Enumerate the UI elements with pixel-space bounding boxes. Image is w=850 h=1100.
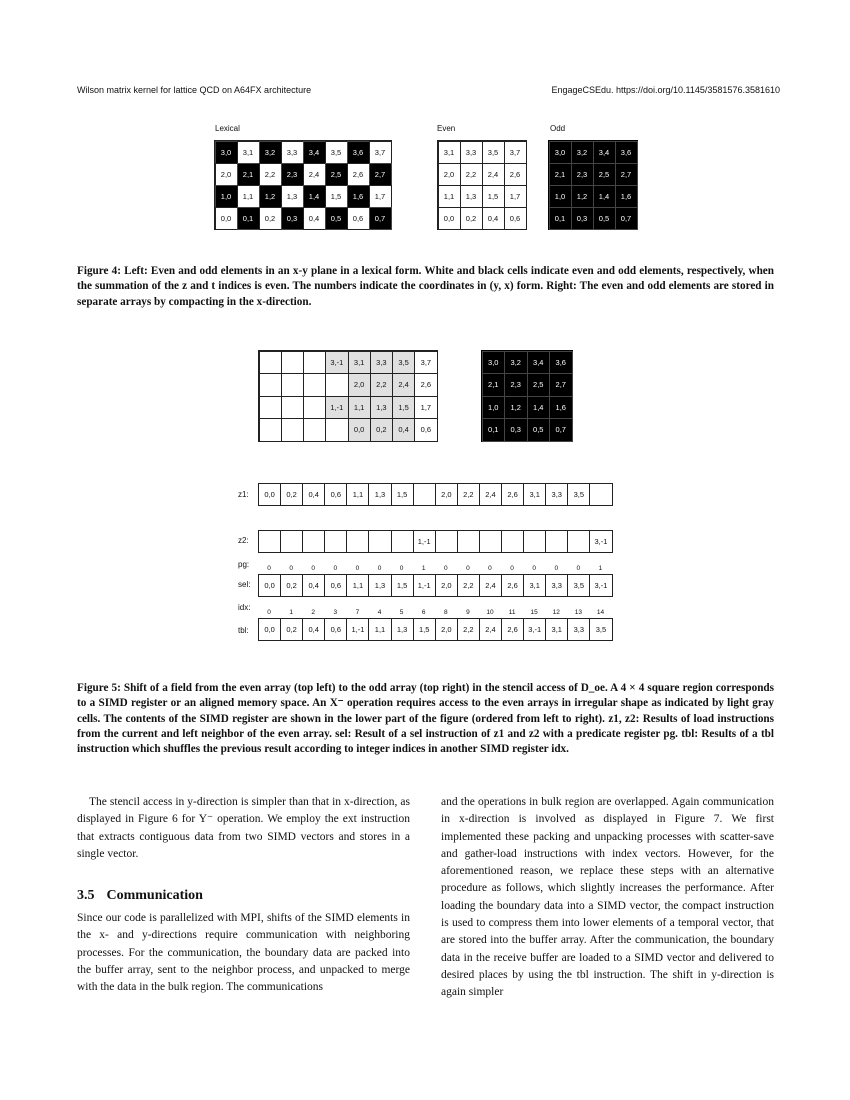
grid-cell: 3,5 bbox=[482, 141, 505, 164]
register-cell: 2,2 bbox=[458, 619, 480, 640]
index-value: 0 bbox=[466, 565, 470, 572]
odd-grid bbox=[548, 140, 638, 230]
left-column-lower bbox=[77, 910, 410, 996]
register-cell bbox=[568, 531, 590, 552]
index-value: 0 bbox=[267, 609, 271, 616]
register-cell: 0,2 bbox=[281, 619, 303, 640]
grid-cell: 3,2 bbox=[504, 351, 528, 375]
grid-cell: 3,0 bbox=[482, 351, 506, 375]
index-value: 4 bbox=[377, 609, 382, 616]
grid-cell bbox=[259, 351, 282, 375]
register-cell: 3,1 bbox=[546, 619, 568, 640]
grid-cell: 2,3 bbox=[281, 163, 304, 186]
figure5-caption-text: Figure 5: Shift of a field from the even array (top left) to the odd array (top right) in the stencil access of D_oe. A 4 × 4 square region corresponds to a SIMD register or an aligned memory space. An X⁻ operation requires access to the even arrays in irregular shape as indicated by light gray cells. The contents of the SIMD register are shown in the lower part of the figure (ordered from left to right). z1, z2: Results of load instructions from the current and left neighbor of the even array. sel: Result of a sel instruction of z1 and z2 with a predicate register pg. tbl: Results of a tbl instruction which shuffles the previous result according to integer indices in another SIMD register idx. bbox=[77, 682, 774, 756]
index-value: 0 bbox=[554, 565, 559, 572]
grid-cell bbox=[259, 373, 282, 397]
grid-cell: 1,6 bbox=[347, 185, 370, 208]
grid-cell bbox=[303, 373, 326, 397]
paragraph-y-direction: The stencil access in y-direction is simpler than that in x-direction, as displayed in Figure 6 for Y⁻ operation. We employ the ext instruction that extracts contiguous data from two SIMD vectors and stores in a single vector. bbox=[77, 796, 410, 860]
grid-cell: 2,0 bbox=[348, 373, 371, 397]
register-cell: 2,2 bbox=[458, 575, 480, 596]
z1-register bbox=[258, 483, 613, 506]
grid-cell: 2,4 bbox=[303, 163, 326, 186]
grid-cell: 2,3 bbox=[504, 373, 528, 397]
register-cell bbox=[369, 531, 391, 552]
grid-cell: 1,4 bbox=[593, 185, 616, 208]
grid-cell: 2,6 bbox=[504, 163, 527, 186]
register-cell bbox=[502, 531, 524, 552]
index-value: 0 bbox=[333, 565, 338, 572]
grid-cell: 2,7 bbox=[615, 163, 638, 186]
index-value: 8 bbox=[443, 609, 448, 616]
grid-cell: 0,3 bbox=[571, 207, 594, 230]
grid-cell: 1,6 bbox=[615, 185, 638, 208]
register-cell: 2,6 bbox=[502, 619, 524, 640]
grid-cell: 1,5 bbox=[325, 185, 348, 208]
grid-cell bbox=[303, 351, 326, 375]
grid-cell: 2,4 bbox=[482, 163, 505, 186]
register-cell: 3,1 bbox=[524, 484, 546, 505]
grid-cell bbox=[325, 373, 348, 397]
index-value: 12 bbox=[552, 609, 560, 616]
grid-cell bbox=[281, 373, 304, 397]
index-value: 11 bbox=[508, 609, 516, 616]
grid-cell: 3,1 bbox=[438, 141, 461, 164]
grid-cell: 3,3 bbox=[370, 351, 393, 375]
register-cell: 0,6 bbox=[325, 484, 347, 505]
grid-cell: 2,7 bbox=[369, 163, 392, 186]
grid-cell: 1,5 bbox=[482, 185, 505, 208]
grid-cell: 0,6 bbox=[347, 207, 370, 230]
index-value: 0 bbox=[311, 565, 316, 572]
grid-cell: 1,3 bbox=[460, 185, 483, 208]
index-value: 0 bbox=[267, 565, 271, 572]
register-cell bbox=[524, 531, 546, 552]
grid-cell: 3,4 bbox=[527, 351, 551, 375]
register-cell bbox=[546, 531, 568, 552]
register-cell: 0,6 bbox=[325, 619, 347, 640]
grid-cell: 0,4 bbox=[303, 207, 326, 230]
grid-cell: 0,2 bbox=[259, 207, 282, 230]
grid-cell: 1,6 bbox=[549, 396, 573, 420]
grid-cell: 3,7 bbox=[414, 351, 437, 375]
grid-cell: 2,7 bbox=[549, 373, 573, 397]
grid-cell: 3,6 bbox=[549, 351, 573, 375]
index-value: 0 bbox=[399, 565, 404, 572]
register-cell: 2,0 bbox=[436, 575, 458, 596]
register-cell bbox=[281, 531, 303, 552]
grid-cell bbox=[281, 396, 304, 420]
index-value: 0 bbox=[355, 565, 360, 572]
register-cell: 0,4 bbox=[303, 619, 325, 640]
index-value: 14 bbox=[596, 609, 605, 616]
index-value: 0 bbox=[377, 565, 382, 572]
register-cell: 3,5 bbox=[568, 575, 590, 596]
grid-cell: 0,7 bbox=[549, 418, 573, 442]
running-header-doi: EngageCSEdu. https://doi.org/10.1145/3581576.3581610 bbox=[551, 85, 780, 95]
index-value: 10 bbox=[486, 609, 494, 616]
index-value: 0 bbox=[532, 565, 536, 572]
z2-label: z2: bbox=[238, 536, 249, 545]
grid-cell: 2,2 bbox=[259, 163, 282, 186]
register-cell: 3,5 bbox=[595, 625, 607, 634]
grid-cell: 1,4 bbox=[303, 185, 326, 208]
index-value: 9 bbox=[466, 609, 470, 616]
grid-cell: 3,2 bbox=[259, 141, 282, 164]
index-value: 3 bbox=[333, 609, 338, 616]
register-cell: 1,5 bbox=[392, 575, 414, 596]
grid-cell: 1,0 bbox=[482, 396, 506, 420]
grid-cell: 3,3 bbox=[281, 141, 304, 164]
register-cell: 0,4 bbox=[303, 484, 325, 505]
tbl-label: tbl: bbox=[238, 626, 249, 635]
grid-cell: 0,4 bbox=[392, 418, 415, 442]
grid-cell: 3,-1 bbox=[325, 351, 348, 375]
grid-cell: 1,7 bbox=[504, 185, 527, 208]
grid-cell: 1,7 bbox=[414, 396, 437, 420]
register-cell: 3,1 bbox=[524, 575, 546, 596]
grid-cell: 2,1 bbox=[237, 163, 260, 186]
grid-cell: 3,4 bbox=[303, 141, 326, 164]
register-cell: 3,3 bbox=[546, 484, 568, 505]
grid-cell: 1,1 bbox=[237, 185, 260, 208]
grid-cell: 2,2 bbox=[460, 163, 483, 186]
grid-cell: 1,1 bbox=[438, 185, 461, 208]
grid-cell: 3,7 bbox=[504, 141, 527, 164]
grid-cell: 0,6 bbox=[504, 207, 527, 230]
grid-cell: 1,2 bbox=[504, 396, 528, 420]
grid-cell: 0,0 bbox=[438, 207, 461, 230]
figure4-caption bbox=[77, 264, 774, 310]
grid-cell bbox=[325, 418, 348, 442]
register-cell: 1,1 bbox=[347, 484, 369, 505]
register-cell: 0,2 bbox=[281, 484, 303, 505]
grid-cell: 1,-1 bbox=[325, 396, 348, 420]
figure4-caption-text: Figure 4: Left: Even and odd elements in an x-y plane in a lexical form. White and black cells indicate even and odd elements, respectively, when the summation of the z and t indices is even. The numbers indicate the coordinates in (y, x) form. Right: The even and odd elements are stored in separate arrays by compacting in the x-direction. bbox=[77, 265, 774, 308]
index-value: 2 bbox=[311, 609, 316, 616]
grid-cell: 0,5 bbox=[325, 207, 348, 230]
grid-cell: 3,5 bbox=[325, 141, 348, 164]
grid-cell: 2,6 bbox=[414, 373, 437, 397]
register-cell: 2,4 bbox=[480, 619, 502, 640]
grid-cell: 3,6 bbox=[615, 141, 638, 164]
grid-cell: 3,0 bbox=[549, 141, 572, 164]
grid-cell: 2,0 bbox=[215, 163, 238, 186]
index-value: 0 bbox=[488, 565, 492, 572]
register-cell: 1,3 bbox=[369, 484, 391, 505]
index-value: 0 bbox=[289, 565, 293, 572]
grid-cell: 3,4 bbox=[593, 141, 616, 164]
register-cell bbox=[303, 531, 325, 552]
grid-cell bbox=[259, 396, 282, 420]
register-cell bbox=[414, 484, 436, 505]
grid-cell: 0,7 bbox=[615, 207, 638, 230]
grid-cell: 1,4 bbox=[527, 396, 551, 420]
section-heading bbox=[77, 888, 215, 904]
grid-cell: 0,4 bbox=[482, 207, 505, 230]
index-value: 5 bbox=[399, 609, 404, 616]
grid-cell: 2,0 bbox=[438, 163, 461, 186]
even-label: Even bbox=[437, 124, 456, 133]
grid-cell: 3,1 bbox=[237, 141, 260, 164]
register-cell: 0,4 bbox=[303, 575, 325, 596]
grid-cell: 1,2 bbox=[571, 185, 594, 208]
register-cell bbox=[347, 531, 369, 552]
register-cell: 2,4 bbox=[480, 484, 502, 505]
register-cell: 1,3 bbox=[392, 619, 414, 640]
register-cell: 1,-1 bbox=[414, 531, 436, 552]
section-number: 3.5 bbox=[77, 888, 95, 903]
index-value: 1 bbox=[421, 565, 426, 572]
index-value: 13 bbox=[574, 609, 582, 616]
z1-label: z1: bbox=[238, 490, 249, 499]
grid-cell: 0,0 bbox=[215, 207, 238, 230]
grid-cell: 3,6 bbox=[347, 141, 370, 164]
figure5-caption bbox=[77, 681, 774, 757]
section-title: Communication bbox=[106, 888, 203, 903]
register-cell: 3,3 bbox=[546, 575, 568, 596]
register-cell: 0,0 bbox=[259, 484, 281, 505]
tbl-register bbox=[258, 618, 613, 641]
index-value: 1 bbox=[598, 565, 603, 572]
index-value: 15 bbox=[530, 609, 538, 616]
grid-cell: 2,2 bbox=[370, 373, 393, 397]
odd-label: Odd bbox=[550, 124, 566, 133]
sel-label: sel: bbox=[238, 580, 251, 589]
register-cell bbox=[259, 531, 281, 552]
left-column bbox=[77, 794, 410, 863]
running-header-title: Wilson matrix kernel for lattice QCD on A64FX architecture bbox=[77, 85, 312, 95]
register-cell: 2,0 bbox=[436, 619, 458, 640]
grid-cell bbox=[281, 418, 304, 442]
z2-register bbox=[258, 530, 613, 553]
paragraph-communication: Since our code is parallelized with MPI, shifts of the SIMD elements in the x- and y-directions require communication with neighboring processes. For the communication, the boundary data are packed into the buffer array, sent to the neighbor process, and unpacked to merge with the data in the bulk region. The communications bbox=[77, 912, 410, 994]
grid-cell: 1,2 bbox=[259, 185, 282, 208]
register-cell: 3,-1 bbox=[594, 581, 608, 590]
grid-cell: 0,0 bbox=[348, 418, 371, 442]
grid-cell: 3,0 bbox=[215, 141, 238, 164]
grid-cell bbox=[281, 351, 304, 375]
grid-cell: 1,0 bbox=[215, 185, 238, 208]
register-cell: 1,-1 bbox=[347, 619, 369, 640]
grid-cell bbox=[259, 418, 282, 442]
grid-cell: 2,5 bbox=[527, 373, 551, 397]
register-cell: 1,5 bbox=[414, 619, 436, 640]
grid-cell: 3,2 bbox=[571, 141, 594, 164]
register-cell: 0,6 bbox=[325, 575, 347, 596]
register-cell: 1,1 bbox=[369, 619, 391, 640]
grid-cell: 2,1 bbox=[482, 373, 506, 397]
index-value: 1 bbox=[289, 609, 293, 616]
grid-cell: 1,1 bbox=[348, 396, 371, 420]
register-cell: 3,-1 bbox=[524, 619, 546, 640]
register-cell: 0,0 bbox=[259, 619, 281, 640]
register-cell: 1,5 bbox=[392, 484, 414, 505]
grid-cell: 2,6 bbox=[347, 163, 370, 186]
register-cell bbox=[458, 531, 480, 552]
register-cell: 3,-1 bbox=[594, 537, 608, 546]
grid-cell: 2,3 bbox=[571, 163, 594, 186]
index-value: 0 bbox=[510, 565, 514, 572]
grid-cell: 2,5 bbox=[593, 163, 616, 186]
grid-cell bbox=[303, 418, 326, 442]
grid-cell: 3,7 bbox=[369, 141, 392, 164]
grid-cell: 2,4 bbox=[392, 373, 415, 397]
grid-cell: 0,1 bbox=[549, 207, 572, 230]
grid-cell: 2,1 bbox=[549, 163, 572, 186]
grid-cell: 0,2 bbox=[460, 207, 483, 230]
register-cell bbox=[590, 484, 611, 505]
grid-cell: 1,3 bbox=[281, 185, 304, 208]
idx-label: idx: bbox=[238, 603, 251, 612]
grid-cell: 0,5 bbox=[527, 418, 551, 442]
grid-cell: 1,3 bbox=[370, 396, 393, 420]
register-cell: 2,2 bbox=[458, 484, 480, 505]
grid-cell: 3,3 bbox=[460, 141, 483, 164]
register-cell: 1,-1 bbox=[414, 575, 436, 596]
grid-cell: 0,1 bbox=[237, 207, 260, 230]
even-shift-grid bbox=[258, 350, 438, 442]
paragraph-communication-cont: and the operations in bulk region are overlapped. Again communication in x-direction is involved as displayed in Figure 7. We first implemented these packing and unpacking processes with scatter-save and gather-load instructions with index vectors. However, for the aforementioned reason, we replace these steps with an alternative procedure as follows, which slightly increases the performance. After loading the boundary data into a SIMD vector, the compact instruction is used to compress them into lower elements of a temporal vector, that are stored into the buffer array. After the communication, the boundary data in the receive buffer are loaded to a SIMD vector and delivered to desired places by using the tbl instruction. The shift in y-direction is again simpler bbox=[441, 796, 774, 999]
register-cell bbox=[325, 531, 347, 552]
lexical-label: Lexical bbox=[215, 124, 240, 133]
register-cell: 1,1 bbox=[347, 575, 369, 596]
register-cell: 2,0 bbox=[436, 484, 458, 505]
grid-cell: 0,2 bbox=[370, 418, 393, 442]
register-cell bbox=[436, 531, 458, 552]
grid-cell: 1,7 bbox=[369, 185, 392, 208]
grid-cell: 0,5 bbox=[593, 207, 616, 230]
even-grid bbox=[437, 140, 527, 230]
grid-cell: 3,5 bbox=[392, 351, 415, 375]
grid-cell: 0,6 bbox=[414, 418, 437, 442]
index-value: 0 bbox=[576, 565, 581, 572]
grid-cell: 0,1 bbox=[482, 418, 506, 442]
pg-label: pg: bbox=[238, 560, 250, 569]
register-cell: 0,0 bbox=[259, 575, 281, 596]
grid-cell: 1,5 bbox=[392, 396, 415, 420]
register-cell: 2,4 bbox=[480, 575, 502, 596]
sel-register bbox=[258, 574, 613, 597]
index-value: 7 bbox=[355, 609, 360, 616]
index-value: 6 bbox=[421, 609, 426, 616]
register-cell: 3,5 bbox=[568, 484, 590, 505]
grid-cell: 0,3 bbox=[281, 207, 304, 230]
register-cell: 2,6 bbox=[502, 484, 524, 505]
grid-cell bbox=[303, 396, 326, 420]
grid-cell: 2,5 bbox=[325, 163, 348, 186]
lexical-grid bbox=[214, 140, 392, 230]
grid-cell: 0,3 bbox=[504, 418, 528, 442]
grid-cell: 1,0 bbox=[549, 185, 572, 208]
register-cell: 1,3 bbox=[369, 575, 391, 596]
register-cell: 2,6 bbox=[502, 575, 524, 596]
grid-cell: 3,1 bbox=[348, 351, 371, 375]
register-cell bbox=[392, 531, 414, 552]
register-cell: 0,2 bbox=[281, 575, 303, 596]
register-cell bbox=[480, 531, 502, 552]
register-cell: 3,3 bbox=[568, 619, 590, 640]
odd-target-grid bbox=[481, 350, 573, 442]
right-column bbox=[441, 794, 774, 1002]
index-value: 0 bbox=[443, 565, 448, 572]
grid-cell: 0,7 bbox=[369, 207, 392, 230]
